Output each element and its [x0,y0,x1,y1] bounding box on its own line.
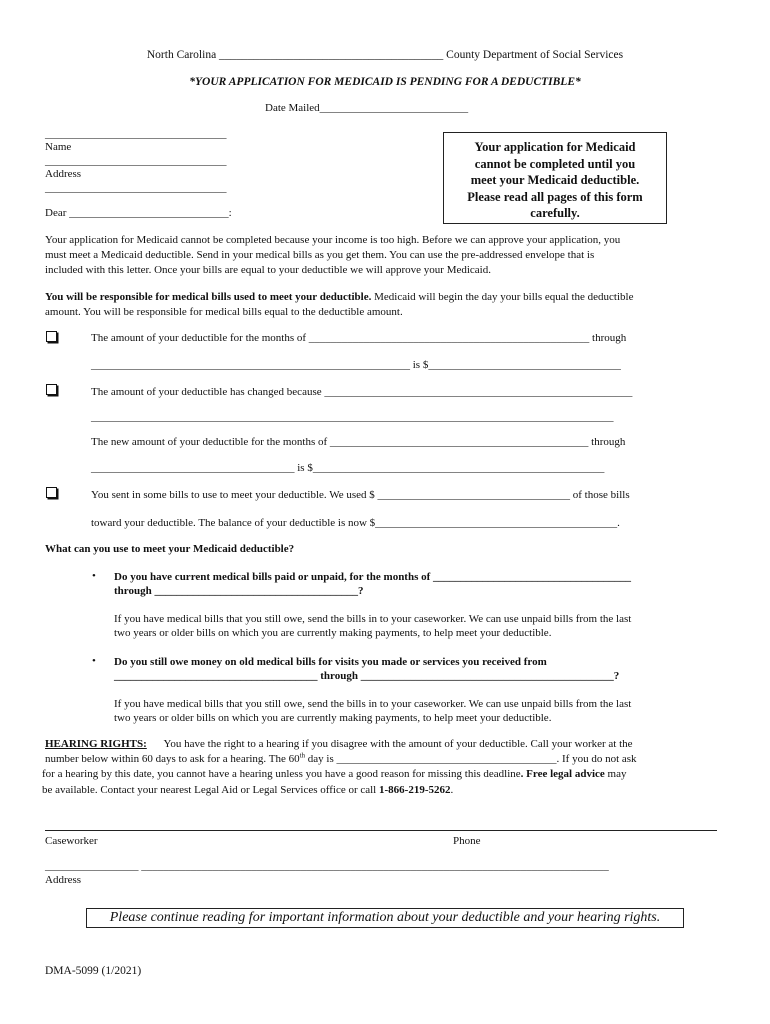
deductible-changed-checkbox[interactable] [46,384,57,395]
option3-line[interactable]: toward your deductible. The balance of your deductible is now $____________________________________________. [91,517,620,529]
option2-line[interactable]: The new amount of your deductible for the months of _______________________________________________ through [91,436,626,448]
bullet-icon: • [92,570,96,582]
bullet1-line[interactable]: Do you have current medical bills paid or unpaid, for the months of ____________________________________ [114,571,632,583]
option1-line[interactable]: The amount of your deductible for the months of ___________________________________________________ through [91,332,627,344]
county-line: North Carolina _______________________________________ County Department of Social Services [146,49,624,61]
dear-line[interactable]: Dear _____________________________: [45,207,232,219]
hearing-text: for a hearing by this date, you cannot have a hearing unless you have a good reason for missing this deadline [42,768,521,780]
option2-line[interactable]: _______________________________________________________________________________________________ [91,411,614,423]
address-label: Address [45,168,82,180]
hearing-line-4 [42,783,453,797]
legal-aid-phone: 1-866-219-5262 [379,784,451,796]
hearing-text: may [604,768,627,780]
meet-heading: What can you use to meet your Medicaid deductible? [45,543,295,555]
hearing-text: day is ________________________________________. If you do not ask [305,753,637,765]
responsibility-line [45,290,633,304]
option2-line[interactable]: The amount of your deductible has changed because ________________________________________________________ [91,386,633,398]
hearing-text: . [450,784,454,796]
ordinal-suffix: th [299,751,306,760]
notice-line: carefully. [530,206,580,220]
bullet-icon: • [92,655,96,667]
bullet2-line[interactable]: Do you still owe money on old medical bills for visits you made or services you received from [114,656,547,668]
hearing-line-1 [45,737,633,751]
bullet2-line[interactable]: _____________________________________ through ______________________________________________? [114,670,620,682]
address-field[interactable]: _________________ _____________________________________________________________________________________ [45,860,609,872]
caseworker-label: Caseworker [45,835,98,847]
option2-line[interactable]: _____________________________________ is $_____________________________________________________ [91,462,605,474]
deductible-months-checkbox[interactable] [46,331,57,342]
hearing-line-3 [42,767,626,781]
legal-advice-text: . Free legal advice [520,768,605,780]
form-id: DMA-5099 (1/2021) [45,965,142,977]
hearing-text: be available. Contact your nearest Legal Aid or Legal Services office or call [42,784,379,796]
address-blank[interactable]: _________________________________ [45,155,227,167]
hearing-heading: HEARING RIGHTS: [45,738,147,750]
caseworker-signature-line[interactable] [45,830,717,831]
bullet1-text: two years or older bills on which you are currently making payments, to help meet your deductible. [114,627,552,639]
intro-line: must meet a Medicaid deductible. Send in your medical bills as you get them. You can use the pre-addressed envelope that is [45,249,595,261]
hearing-text: number below within 60 days to ask for a hearing. The 60 [45,753,300,765]
bullet2-text: If you have medical bills that you still owe, send the bills in to your caseworker. We can use unpaid bills from the last [114,698,632,710]
responsibility-rest: Medicaid will begin the day your bills equal the deductible [371,291,634,303]
bullet2-text: two years or older bills on which you are currently making payments, to help meet your deductible. [114,712,552,724]
notice-box [443,132,667,224]
notice-line: Please read all pages of this form [467,189,643,204]
name-label: Name [45,141,72,153]
responsibility-bold: You will be responsible for medical bills used to meet your deductible. [45,291,372,303]
intro-line: included with this letter. Once your bills are equal to your deductible we will approve your Medicaid. [45,264,491,276]
intro-line: Your application for Medicaid cannot be completed because your income is too high. Before we can approve your application, you [45,234,621,246]
option3-line[interactable]: You sent in some bills to use to meet your deductible. We used $ ___________________________________ of those bills [91,489,630,501]
address-blank-2[interactable]: _________________________________ [45,182,227,194]
page-title: *YOUR APPLICATION FOR MEDICAID IS PENDING FOR A DEDUCTIBLE* [189,76,581,88]
address-label: Address [45,874,82,886]
name-blank[interactable]: _________________________________ [45,128,227,140]
phone-label: Phone [453,835,481,847]
bills-used-checkbox[interactable] [46,487,57,498]
notice-line: cannot be completed until you [474,156,636,171]
hearing-text: You have the right to a hearing if you disagree with the amount of your deductible. Call your worker at the [163,738,633,750]
continue-notice: Please continue reading for important information about your deductible and your hearing rights. [86,908,684,928]
hearing-line-2[interactable] [45,752,637,766]
bullet1-line[interactable]: through _____________________________________? [114,585,364,597]
responsibility-line-2: amount. You will be responsible for medical bills equal to the deductible amount. [45,306,403,318]
notice-line: Your application for Medicaid [474,140,636,154]
option1-line[interactable]: __________________________________________________________ is $___________________________________ [91,359,621,371]
date-mailed-field[interactable]: Date Mailed___________________________ [265,102,469,114]
bullet1-text: If you have medical bills that you still owe, send the bills in to your caseworker. We can use unpaid bills from the last [114,613,632,625]
notice-line: meet your Medicaid deductible. [470,173,640,187]
